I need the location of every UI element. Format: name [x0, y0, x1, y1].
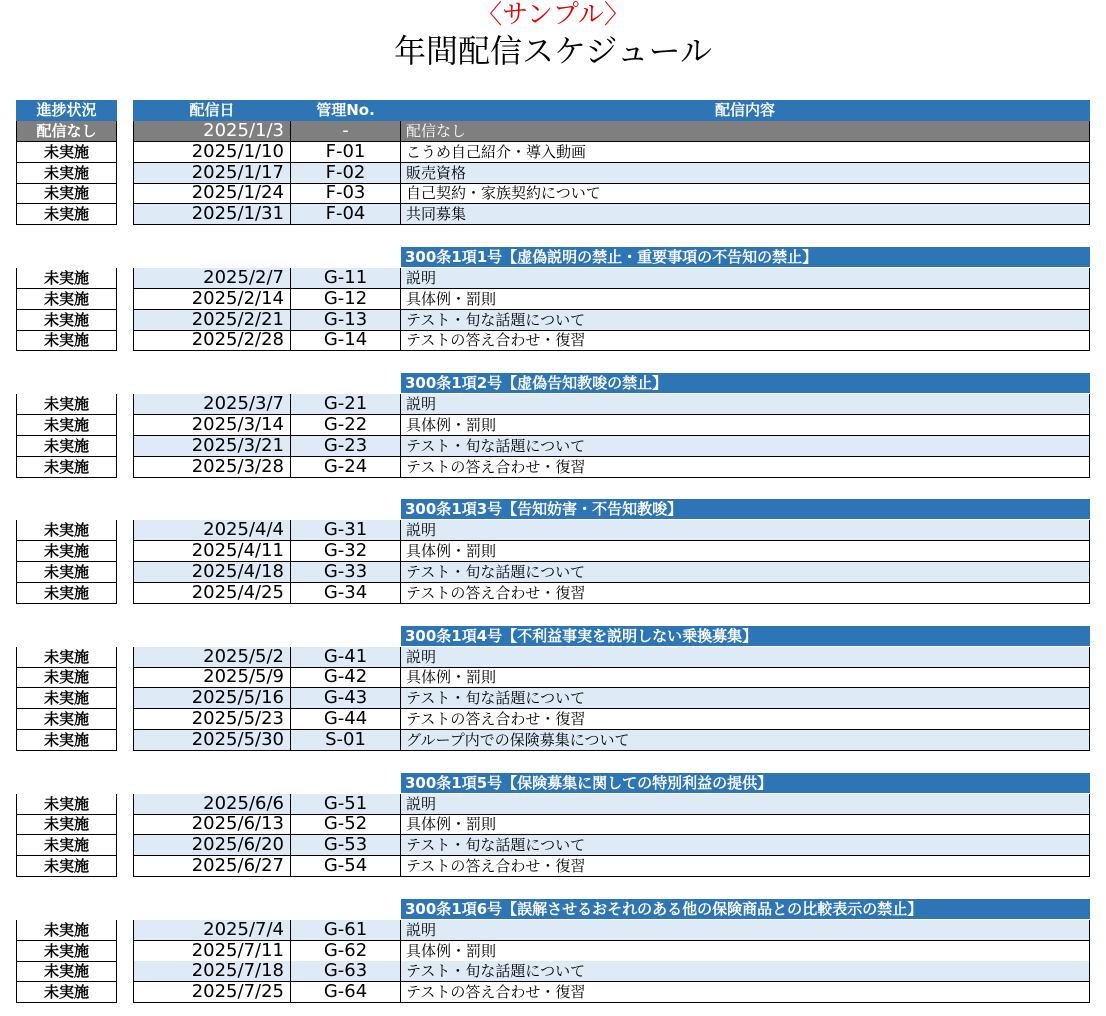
content-cell: 説明 — [401, 920, 1090, 941]
date-cell: 2025/2/7 — [133, 268, 291, 289]
status-cell: 未実施 — [16, 709, 117, 730]
content-cell: テストの答え合わせ・復習 — [401, 856, 1090, 877]
page-title: 年間配信スケジュール — [393, 32, 713, 70]
date-cell: 2025/5/23 — [133, 709, 291, 730]
content-cell: 販売資格 — [401, 163, 1090, 184]
code-cell: G-13 — [291, 310, 401, 331]
content-cell: 自己契約・家族契約について — [401, 183, 1090, 204]
code-cell: G-41 — [291, 647, 401, 668]
date-cell: 2025/6/20 — [133, 835, 291, 856]
status-cell: 未実施 — [16, 730, 117, 751]
code-cell: G-31 — [291, 520, 401, 541]
status-cell: 未実施 — [16, 457, 117, 478]
content-cell: 具体例・罰則 — [401, 814, 1090, 835]
content-cell: 具体例・罰則 — [401, 941, 1090, 962]
status-cell: 未実施 — [16, 310, 117, 331]
code-cell: G-61 — [291, 920, 401, 941]
code-cell: F-01 — [291, 142, 401, 163]
status-cell: 未実施 — [16, 941, 117, 962]
status-cell: 未実施 — [16, 667, 117, 688]
status-cell: 未実施 — [16, 142, 117, 163]
date-cell: 2025/2/14 — [133, 289, 291, 310]
status-cell: 配信なし — [16, 121, 117, 142]
status-cell: 未実施 — [16, 794, 117, 815]
code-cell: G-54 — [291, 856, 401, 877]
column-header-content: 配信内容 — [401, 100, 1090, 121]
section-header: 300条1項3号【告知妨害・不告知教唆】 — [401, 499, 1090, 519]
status-cell: 未実施 — [16, 688, 117, 709]
status-cell: 未実施 — [16, 814, 117, 835]
code-cell: G-52 — [291, 814, 401, 835]
code-cell: G-21 — [291, 394, 401, 415]
code-cell: G-53 — [291, 835, 401, 856]
date-cell: 2025/7/4 — [133, 920, 291, 941]
status-cell: 未実施 — [16, 562, 117, 583]
date-cell: 2025/6/6 — [133, 794, 291, 815]
date-cell: 2025/3/21 — [133, 436, 291, 457]
date-cell: 2025/4/18 — [133, 562, 291, 583]
column-header-status: 進捗状況 — [16, 100, 117, 121]
date-cell: 2025/1/17 — [133, 163, 291, 184]
content-cell: グループ内での保険募集について — [401, 730, 1090, 751]
date-cell: 2025/1/31 — [133, 204, 291, 225]
status-cell: 未実施 — [16, 330, 117, 351]
content-cell: テストの答え合わせ・復習 — [401, 457, 1090, 478]
content-cell: テストの答え合わせ・復習 — [401, 709, 1090, 730]
date-cell: 2025/7/25 — [133, 982, 291, 1003]
date-cell: 2025/1/3 — [133, 121, 291, 142]
content-cell: テスト・旬な話題について — [401, 310, 1090, 331]
code-cell: G-42 — [291, 667, 401, 688]
content-cell: テスト・旬な話題について — [401, 436, 1090, 457]
code-cell: G-34 — [291, 583, 401, 604]
section-header: 300条1項1号【虚偽説明の禁止・重要事項の不告知の禁止】 — [401, 247, 1090, 267]
content-cell: 具体例・罰則 — [401, 541, 1090, 562]
date-cell: 2025/6/27 — [133, 856, 291, 877]
status-cell: 未実施 — [16, 541, 117, 562]
status-cell: 未実施 — [16, 183, 117, 204]
status-cell: 未実施 — [16, 583, 117, 604]
content-cell: 説明 — [401, 520, 1090, 541]
status-cell: 未実施 — [16, 436, 117, 457]
code-cell: G-24 — [291, 457, 401, 478]
content-cell: 具体例・罰則 — [401, 289, 1090, 310]
content-cell: 説明 — [401, 647, 1090, 668]
date-cell: 2025/5/2 — [133, 647, 291, 668]
content-cell: テスト・旬な話題について — [401, 688, 1090, 709]
date-cell: 2025/3/28 — [133, 457, 291, 478]
content-cell: テストの答え合わせ・復習 — [401, 583, 1090, 604]
code-cell: G-51 — [291, 794, 401, 815]
code-cell: G-22 — [291, 415, 401, 436]
section-header: 300条1項5号【保険募集に関しての特別利益の提供】 — [401, 773, 1090, 793]
code-cell: G-43 — [291, 688, 401, 709]
code-cell: G-11 — [291, 268, 401, 289]
content-cell: 具体例・罰則 — [401, 667, 1090, 688]
content-cell: 説明 — [401, 268, 1090, 289]
status-cell: 未実施 — [16, 647, 117, 668]
section-header: 300条1項2号【虚偽告知教唆の禁止】 — [401, 373, 1090, 393]
status-cell: 未実施 — [16, 415, 117, 436]
section-header: 300条1項4号【不利益事実を説明しない乗換募集】 — [401, 626, 1090, 646]
date-cell: 2025/6/13 — [133, 814, 291, 835]
code-cell: G-32 — [291, 541, 401, 562]
date-cell: 2025/4/11 — [133, 541, 291, 562]
date-cell: 2025/5/30 — [133, 730, 291, 751]
code-cell: G-62 — [291, 941, 401, 962]
date-cell: 2025/2/28 — [133, 330, 291, 351]
code-cell: G-64 — [291, 982, 401, 1003]
date-cell: 2025/4/4 — [133, 520, 291, 541]
code-cell: F-03 — [291, 183, 401, 204]
code-cell: F-02 — [291, 163, 401, 184]
date-cell: 2025/3/7 — [133, 394, 291, 415]
content-cell: テスト・旬な話題について — [401, 562, 1090, 583]
section-header: 300条1項6号【誤解させるおそれのある他の保険商品との比較表示の禁止】 — [401, 899, 1090, 919]
column-header-code: 管理No. — [291, 100, 401, 121]
status-cell: 未実施 — [16, 268, 117, 289]
code-cell: F-04 — [291, 204, 401, 225]
content-cell: 配信なし — [401, 121, 1090, 142]
date-cell: 2025/7/18 — [133, 961, 291, 982]
status-cell: 未実施 — [16, 163, 117, 184]
status-cell: 未実施 — [16, 982, 117, 1003]
code-cell: G-33 — [291, 562, 401, 583]
code-cell: G-12 — [291, 289, 401, 310]
content-cell: テスト・旬な話題について — [401, 961, 1090, 982]
status-cell: 未実施 — [16, 961, 117, 982]
code-cell: G-14 — [291, 330, 401, 351]
date-cell: 2025/2/21 — [133, 310, 291, 331]
code-cell: S-01 — [291, 730, 401, 751]
date-cell: 2025/5/9 — [133, 667, 291, 688]
date-cell: 2025/1/24 — [133, 183, 291, 204]
content-cell: テストの答え合わせ・復習 — [401, 982, 1090, 1003]
status-cell: 未実施 — [16, 204, 117, 225]
content-cell: こうめ自己紹介・導入動画 — [401, 142, 1090, 163]
date-cell: 2025/7/11 — [133, 941, 291, 962]
content-cell: 説明 — [401, 394, 1090, 415]
content-cell: 説明 — [401, 794, 1090, 815]
content-cell: 具体例・罰則 — [401, 415, 1090, 436]
date-cell: 2025/3/14 — [133, 415, 291, 436]
status-cell: 未実施 — [16, 856, 117, 877]
code-cell: G-23 — [291, 436, 401, 457]
code-cell: G-44 — [291, 709, 401, 730]
content-cell: テスト・旬な話題について — [401, 835, 1090, 856]
code-cell: - — [291, 121, 401, 142]
status-cell: 未実施 — [16, 394, 117, 415]
column-header-date: 配信日 — [133, 100, 291, 121]
date-cell: 2025/5/16 — [133, 688, 291, 709]
content-cell: 共同募集 — [401, 204, 1090, 225]
date-cell: 2025/4/25 — [133, 583, 291, 604]
code-cell: G-63 — [291, 961, 401, 982]
date-cell: 2025/1/10 — [133, 142, 291, 163]
status-cell: 未実施 — [16, 835, 117, 856]
status-cell: 未実施 — [16, 520, 117, 541]
status-cell: 未実施 — [16, 289, 117, 310]
content-cell: テストの答え合わせ・復習 — [401, 330, 1090, 351]
status-cell: 未実施 — [16, 920, 117, 941]
sample-label: 〈サンプル〉 — [476, 0, 630, 30]
